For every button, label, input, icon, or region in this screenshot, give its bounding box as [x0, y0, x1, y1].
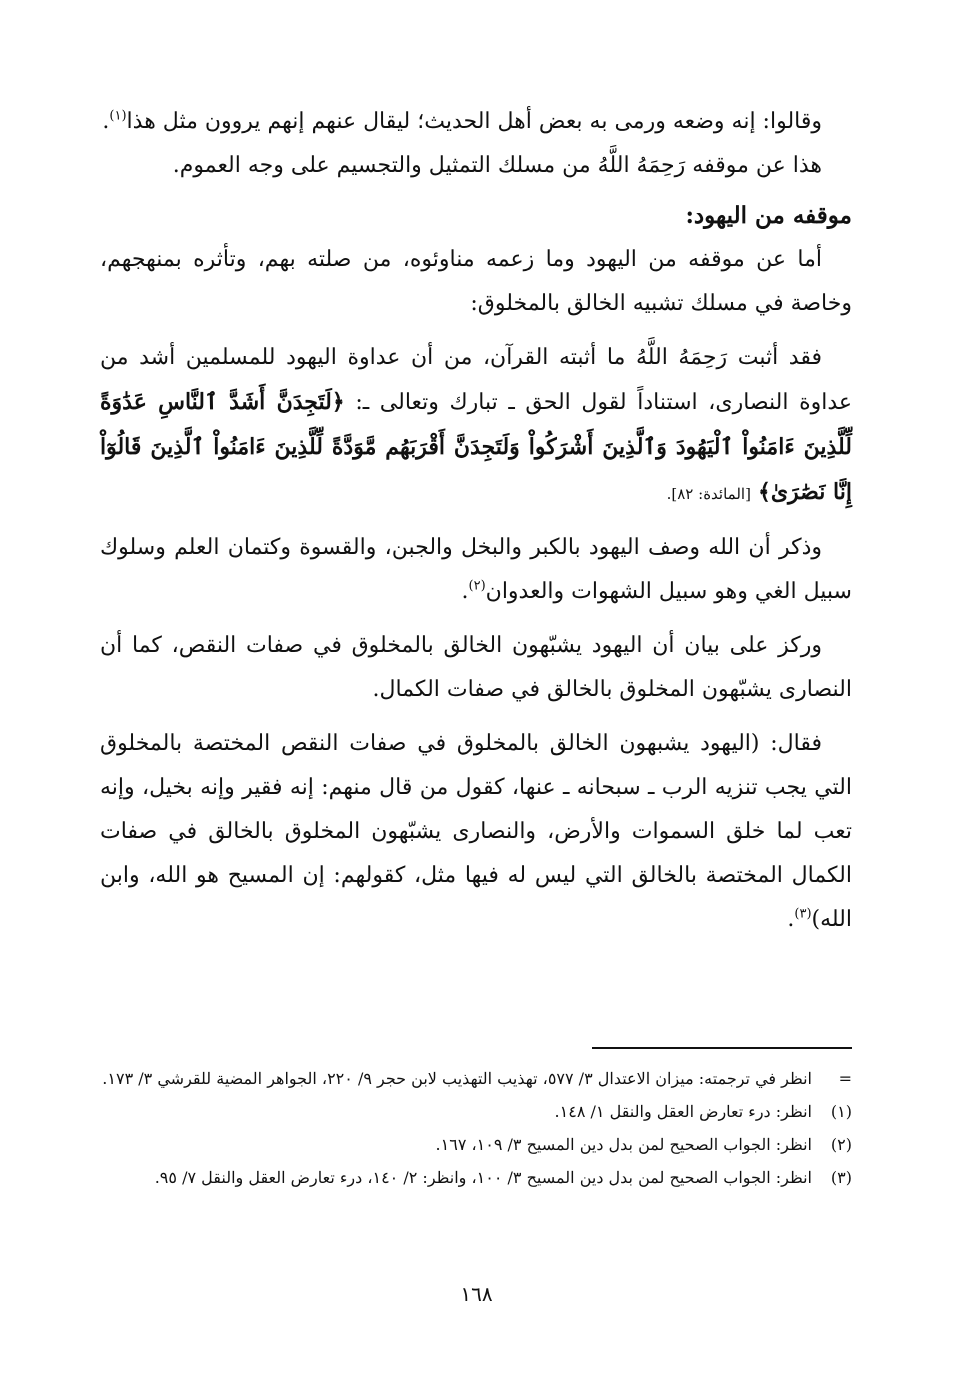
section-heading-jews: موقفه من اليهود:: [685, 202, 852, 229]
footnote-text: انظر: درء تعارض العقل والنقل ١/ ١٤٨.: [554, 1102, 812, 1121]
quran-verse: ﴿لَتَجِدَنَّ أَشَدَّ ٱلنَّاسِ عَدَٰوَةً لِّلَّذِينَ ءَامَنُواْ ٱلْيَهُودَ وَٱلَّذِينَ أَشْرَكُواْ وَلَتَجِدَنَّ أَقْرَبَهُم مَّوَدَّةً لِّلَّذِينَ ءَامَنُواْ ٱلَّذِينَ قَالُوٓاْ إِنَّا نَصَٰرَىٰ﴾: [100, 389, 852, 505]
footnote-2: [100, 1128, 852, 1161]
paragraph-ibn-taymiyya-quote: فقال: (اليهود يشبهون الخالق بالمخلوق في صفات النقص المختصة بالمخلوق التي يجب تنزيه الرب ـ سبحانه ـ عنها، كقول من قال منهم: إنه فقير وإنه بخيل، وإنه تعب لما خلق السموات والأرض، والنصارى يشبّهون المخلوق بالخالق في صفات الكمال المختصة بالخالق التي ليس له فيها مثل، كقولهم: إن المسيح هو الله، وابن الله)$^{(٣)}$.: [100, 731, 852, 932]
footnote-text: انظر في ترجمته: ميزان الاعتدال ٣/ ٥٧٧، تهذيب التهذيب لابن حجر ٩/ ٢٢٠، الجواهر المضية للقرشي ٣/ ١٧٣.: [102, 1069, 812, 1088]
footnote-marker: (١): [830, 1102, 852, 1121]
paragraph-quran-enmity: فقد أثبت رَحِمَهُ اللَّهُ ما أثبته القرآن، من أن عداوة اليهود للمسلمين أشد من عداوة النصارى، استناداً لقول الحق ـ تبارك وتعالى ـ: ﴿لَتَجِدَنَّ أَشَدَّ ٱلنَّاسِ عَدَٰوَةً لِّلَّذِينَ ءَامَنُواْ ٱلْيَهُودَ وَٱلَّذِينَ أَشْرَكُواْ وَلَتَجِدَنَّ أَقْرَبَهُم مَّوَدَّةً لِّلَّذِينَ ءَامَنُواْ ٱلَّذِينَ قَالُوٓاْ إِنَّا نَصَٰرَىٰ﴾ [المائدة: ٨٢].: [100, 345, 852, 505]
footnote-ref-1[interactable]: (١): [109, 108, 127, 124]
sura-reference: [المائدة: ٨٢].: [666, 485, 751, 503]
footnotes: [100, 1062, 852, 1194]
paragraph-jews-traits: وذكر أن الله وصف اليهود بالكبر والبخل والجبن، والقسوة وكتمان العلم وسلوك سبيل الغي وهو سبيل الشهوات والعدوان$^{(٢)}$.: [100, 535, 852, 604]
page-number: ١٦٨: [460, 1282, 493, 1306]
footnote-text: انظر: الجواب الصحيح لمن بدل دين المسيح ٣/ ١٠٩، ١٦٧.: [435, 1135, 812, 1154]
paragraph-stance-intro: أما عن موقفه من اليهود وما زعمه مناوئوه، من صلته بهم، وتأثره بمنهجهم، وخاصة في مسلك تشبيه الخالق بالمخلوق:: [100, 247, 852, 316]
paragraph-hadith-fabrication: وقالوا: إنه وضعه ورمى به بعض أهل الحديث؛ ليقال عنهم إنهم يروون مثل هذا$^{(١)}$.: [102, 108, 822, 134]
footnote-text: انظر: الجواب الصحيح لمن بدل دين المسيح ٣/ ١٠٠، وانظر: ٢/ ١٤٠، درء تعارض العقل والنقل ٧/ ٩٥.: [154, 1168, 812, 1187]
page-body: [100, 100, 852, 942]
footnote-separator: [592, 1047, 852, 1049]
footnote-marker: (٢): [830, 1135, 852, 1154]
footnote-marker: (٣): [830, 1168, 852, 1187]
paragraph-summary-tamthil: هذا عن موقفه رَحِمَهُ اللَّهُ من مسلك التمثيل والتجسيم على وجه العموم.: [172, 153, 822, 178]
footnote-marker: =: [838, 1069, 852, 1088]
footnote-ref-2[interactable]: (٢): [468, 578, 486, 594]
footnote-1: [100, 1095, 852, 1128]
footnote-continued: [100, 1062, 852, 1095]
footnote-3: [100, 1161, 852, 1194]
footnote-ref-3[interactable]: (٣): [794, 906, 812, 922]
paragraph-tashbih-comparison: وركز على بيان أن اليهود يشبّهون الخالق بالمخلوق في صفات النقص، كما أن النصارى يشبّهون المخلوق بالخالق في صفات الكمال.: [100, 633, 852, 702]
